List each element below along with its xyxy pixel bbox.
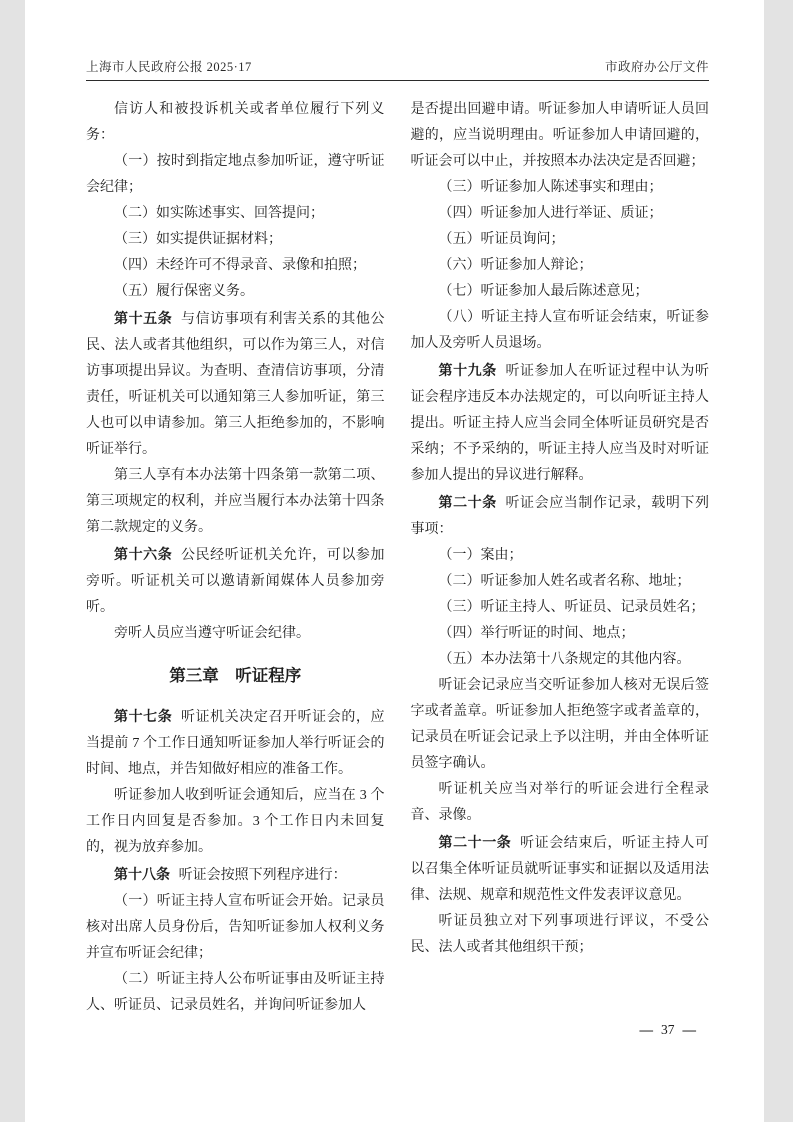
paragraph-text: （三）如实提供证据材料； bbox=[114, 232, 282, 247]
paragraph-text: 旁听人员应当遵守听证会纪律。 bbox=[114, 626, 310, 641]
paragraph-text: （四）举行听证的时间、地点； bbox=[438, 626, 635, 641]
body-paragraph bbox=[411, 673, 710, 777]
article-number: 第二十一条 bbox=[438, 834, 512, 850]
article-number: 第十九条 bbox=[438, 362, 497, 378]
body-paragraph bbox=[86, 97, 385, 149]
paragraph-text: （六）听证参加人辩论； bbox=[438, 258, 593, 273]
chapter-heading-text: 第三章 听证程序 bbox=[169, 667, 302, 685]
body-paragraph bbox=[86, 621, 385, 647]
article-text: 听证会结束后，听证主持人可以召集全体听证员就听证事实和证据以及适用法律、法规、规章和规范性文件发表评议意见。 bbox=[410, 836, 709, 903]
paragraph-text: （一）案由； bbox=[438, 548, 523, 563]
paragraph-text: （五）听证员询问； bbox=[438, 232, 565, 247]
page-edge-left bbox=[0, 0, 25, 1122]
paragraph-text: （七）听证参加人最后陈述意见； bbox=[438, 284, 649, 299]
page-edge-right bbox=[764, 0, 793, 1122]
left-column bbox=[86, 97, 385, 1019]
list-item-paragraph bbox=[411, 175, 710, 201]
paragraph-text: （八）听证主持人宣布听证会结束，听证参加人及旁听人员退场。 bbox=[410, 310, 709, 351]
article-paragraph bbox=[86, 861, 385, 889]
paragraph-text: 听证会记录应当交听证参加人核对无误后签字或者盖章。听证参加人拒绝签字或者盖章的，记录员在听证会记录上予以注明，并由全体听证员签字确认。 bbox=[410, 678, 709, 771]
article-paragraph bbox=[411, 829, 710, 909]
article-text: 听证参加人在听证过程中认为听证会程序违反本办法规定的，可以向听证主持人提出。听证主持人应当会同全体听证员研究是否采纳；不予采纳的，听证主持人应当及时对听证参加人提出的异议进行解释。 bbox=[410, 364, 709, 483]
list-item-paragraph bbox=[86, 149, 385, 201]
body-paragraph bbox=[411, 97, 710, 175]
list-item-paragraph bbox=[411, 569, 710, 595]
article-paragraph bbox=[86, 703, 385, 783]
body-paragraph bbox=[411, 909, 710, 961]
paragraph-text: （三）听证主持人、听证员、记录员姓名； bbox=[438, 600, 705, 615]
paragraph-text: （二）听证参加人姓名或者名称、地址； bbox=[438, 574, 691, 589]
article-paragraph bbox=[411, 357, 710, 489]
document-body bbox=[86, 97, 709, 1019]
right-column bbox=[411, 97, 710, 1019]
list-item-paragraph bbox=[411, 621, 710, 647]
paragraph-text: （二）听证主持人公布听证事由及听证主持人、听证员、记录员姓名，并询问听证参加人 bbox=[86, 972, 385, 1013]
list-item-paragraph bbox=[86, 227, 385, 253]
article-paragraph bbox=[86, 305, 385, 463]
article-number: 第十六条 bbox=[114, 546, 173, 562]
article-number: 第十七条 bbox=[114, 708, 173, 724]
page-header bbox=[86, 57, 709, 75]
paragraph-text: 信访人和被投诉机关或者单位履行下列义务： bbox=[86, 102, 385, 143]
paragraph-text: 听证参加人收到听证会通知后，应当在 3 个工作日内回复是否参加。3 个工作日内未回复的，视为放弃参加。 bbox=[86, 788, 385, 855]
paragraph-text: （五）本办法第十八条规定的其他内容。 bbox=[438, 652, 691, 667]
list-item-paragraph bbox=[411, 201, 710, 227]
list-item-paragraph bbox=[86, 889, 385, 967]
list-item-paragraph bbox=[86, 967, 385, 1019]
list-item-paragraph bbox=[411, 647, 710, 673]
list-item-paragraph bbox=[411, 279, 710, 305]
list-item-paragraph bbox=[86, 253, 385, 279]
article-text: 与信访事项有利害关系的其他公民、法人或者其他组织，可以作为第三人，对信访事项提出异议。为查明、查清信访事项，分清责任，听证机关可以通知第三人参加听证，第三人也可以申请参加。第三人拒绝参加的，不影响听证举行。 bbox=[86, 312, 385, 457]
header-gazette-title: 上海市人民政府公报 2025·17 bbox=[86, 60, 252, 74]
body-paragraph bbox=[86, 463, 385, 541]
paragraph-text: （一）按时到指定地点参加听证，遵守听证会纪律； bbox=[86, 154, 385, 195]
page-footer bbox=[640, 1022, 697, 1038]
article-text: 听证会按照下列程序进行： bbox=[178, 868, 347, 883]
paragraph-text: （四）未经许可不得录音、录像和拍照； bbox=[114, 258, 366, 273]
list-item-paragraph bbox=[86, 201, 385, 227]
paragraph-text: （三）听证参加人陈述事实和理由； bbox=[438, 180, 663, 195]
header-section-title: 市政府办公厅文件 bbox=[604, 60, 709, 74]
article-text: 听证机关决定召开听证会的，应当提前 7 个工作日通知听证参加人举行听证会的时间、地点，并告知做好相应的准备工作。 bbox=[86, 710, 385, 777]
paragraph-text: 是否提出回避申请。听证参加人申请听证人员回避的，应当说明理由。听证参加人申请回避的，听证会可以中止，并按照本办法决定是否回避； bbox=[410, 102, 709, 169]
article-number: 第十五条 bbox=[114, 310, 173, 326]
article-number: 第二十条 bbox=[438, 494, 497, 510]
paragraph-text: （五）履行保密义务。 bbox=[114, 284, 254, 299]
article-text: 听证会应当制作记录，载明下列事项： bbox=[410, 496, 709, 537]
chapter-heading bbox=[86, 661, 385, 691]
paragraph-text: （二）如实陈述事实、回答提问； bbox=[114, 206, 324, 221]
article-paragraph bbox=[86, 541, 385, 621]
article-text: 公民经听证机关允许，可以参加旁听。听证机关可以邀请新闻媒体人员参加旁听。 bbox=[86, 548, 385, 615]
list-item-paragraph bbox=[411, 543, 710, 569]
paragraph-text: 第三人享有本办法第十四条第一款第二项、第三项规定的权利，并应当履行本办法第十四条第二款规定的义务。 bbox=[86, 468, 385, 535]
body-paragraph bbox=[411, 777, 710, 829]
paragraph-text: （四）听证参加人进行举证、质证； bbox=[438, 206, 663, 221]
footer-dash-right: — bbox=[682, 1022, 696, 1037]
body-paragraph bbox=[86, 783, 385, 861]
paragraph-text: 听证员独立对下列事项进行评议，不受公民、法人或者其他组织干预； bbox=[410, 914, 709, 955]
article-paragraph bbox=[411, 489, 710, 543]
list-item-paragraph bbox=[411, 305, 710, 357]
list-item-paragraph bbox=[411, 227, 710, 253]
list-item-paragraph bbox=[411, 253, 710, 279]
header-divider bbox=[86, 80, 709, 81]
paragraph-text: 听证机关应当对举行的听证会进行全程录音、录像。 bbox=[410, 782, 709, 823]
footer-dash-left: — bbox=[639, 1022, 653, 1037]
page-number: 37 bbox=[661, 1022, 675, 1037]
list-item-paragraph bbox=[86, 279, 385, 305]
paragraph-text: （一）听证主持人宣布听证会开始。记录员核对出席人员身份后，告知听证参加人权利义务并宣布听证会纪律； bbox=[86, 894, 385, 961]
list-item-paragraph bbox=[411, 595, 710, 621]
article-number: 第十八条 bbox=[114, 866, 170, 882]
